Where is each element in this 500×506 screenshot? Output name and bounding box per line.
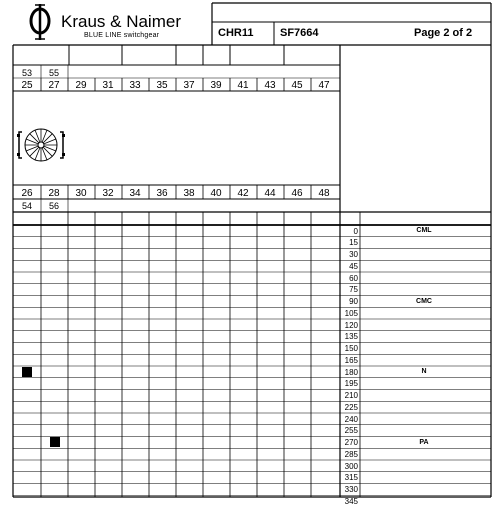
- contact-number: 55: [48, 68, 59, 78]
- position-label: CMC: [416, 297, 432, 305]
- angle-label: 165: [344, 355, 358, 365]
- contact-number: 44: [264, 188, 276, 199]
- page-number: Page 2 of 2: [414, 27, 473, 39]
- angle-label: 330: [344, 485, 358, 494]
- angle-label: 30: [349, 250, 358, 259]
- contact-number: 43: [264, 80, 276, 91]
- angle-label: 345: [344, 496, 358, 506]
- angle-label: 75: [349, 285, 358, 295]
- contact-number: 31: [102, 80, 114, 91]
- contact-number: 33: [129, 80, 141, 91]
- contact-number: 26: [21, 188, 33, 199]
- contact-number: 53: [21, 68, 32, 78]
- contact-number: 56: [48, 201, 59, 211]
- position-label: PA: [419, 438, 429, 446]
- contact-number: 28: [48, 188, 60, 199]
- contact-number: 46: [291, 188, 303, 199]
- contact-number: 29: [75, 80, 87, 91]
- angle-label: 180: [344, 367, 358, 377]
- position-label: N: [421, 368, 427, 375]
- angle-label: 270: [344, 438, 358, 447]
- contact-number: 30: [75, 188, 87, 199]
- angle-label: 195: [344, 379, 358, 389]
- contact-number: 45: [291, 80, 303, 91]
- angle-label: 255: [344, 426, 358, 436]
- brand-tagline: BLUE LINE switchgear: [84, 32, 160, 39]
- angle-label: 300: [344, 461, 358, 471]
- angle-label: 240: [344, 414, 358, 424]
- contact-number: 41: [237, 80, 249, 91]
- angle-label: 210: [344, 391, 358, 400]
- angle-label: 135: [344, 332, 358, 342]
- contact-number: 42: [237, 188, 249, 199]
- contact-number: 47: [318, 80, 330, 91]
- brand-name: Kraus & Naimer: [61, 12, 181, 31]
- contact-number: 27: [48, 80, 60, 91]
- contact-number: 48: [318, 188, 330, 199]
- contact-number: 34: [129, 188, 141, 199]
- contact-number: 25: [21, 80, 33, 91]
- angle-label: 120: [344, 320, 358, 330]
- angle-label: 15: [349, 238, 358, 248]
- angle-label: 45: [349, 261, 358, 271]
- angle-label: 315: [344, 473, 358, 483]
- angle-label: 285: [344, 449, 358, 459]
- angle-label: 0: [353, 226, 358, 236]
- angle-label: 60: [349, 273, 358, 283]
- position-label: CML: [416, 227, 432, 234]
- model-number: CHR11: [218, 27, 254, 39]
- contact-number: 54: [21, 201, 32, 211]
- angle-label: 105: [344, 308, 358, 318]
- contact-number: 35: [156, 80, 168, 91]
- angle-label: 225: [344, 402, 358, 412]
- contact-closed-mark: [22, 367, 32, 377]
- contact-number: 40: [210, 188, 222, 199]
- contact-number: 37: [183, 80, 195, 91]
- contact-closed-mark: [50, 437, 60, 447]
- contact-number: 38: [183, 188, 195, 199]
- contact-number: 36: [156, 188, 168, 199]
- contact-number: 39: [210, 80, 222, 91]
- phi-logo-icon: [20, 2, 60, 42]
- contact-number: 32: [102, 188, 114, 199]
- drawing-number: SF7664: [280, 27, 319, 39]
- angle-label: 90: [349, 297, 358, 306]
- rotary-switch-icon: [16, 120, 66, 170]
- angle-label: 150: [344, 344, 358, 353]
